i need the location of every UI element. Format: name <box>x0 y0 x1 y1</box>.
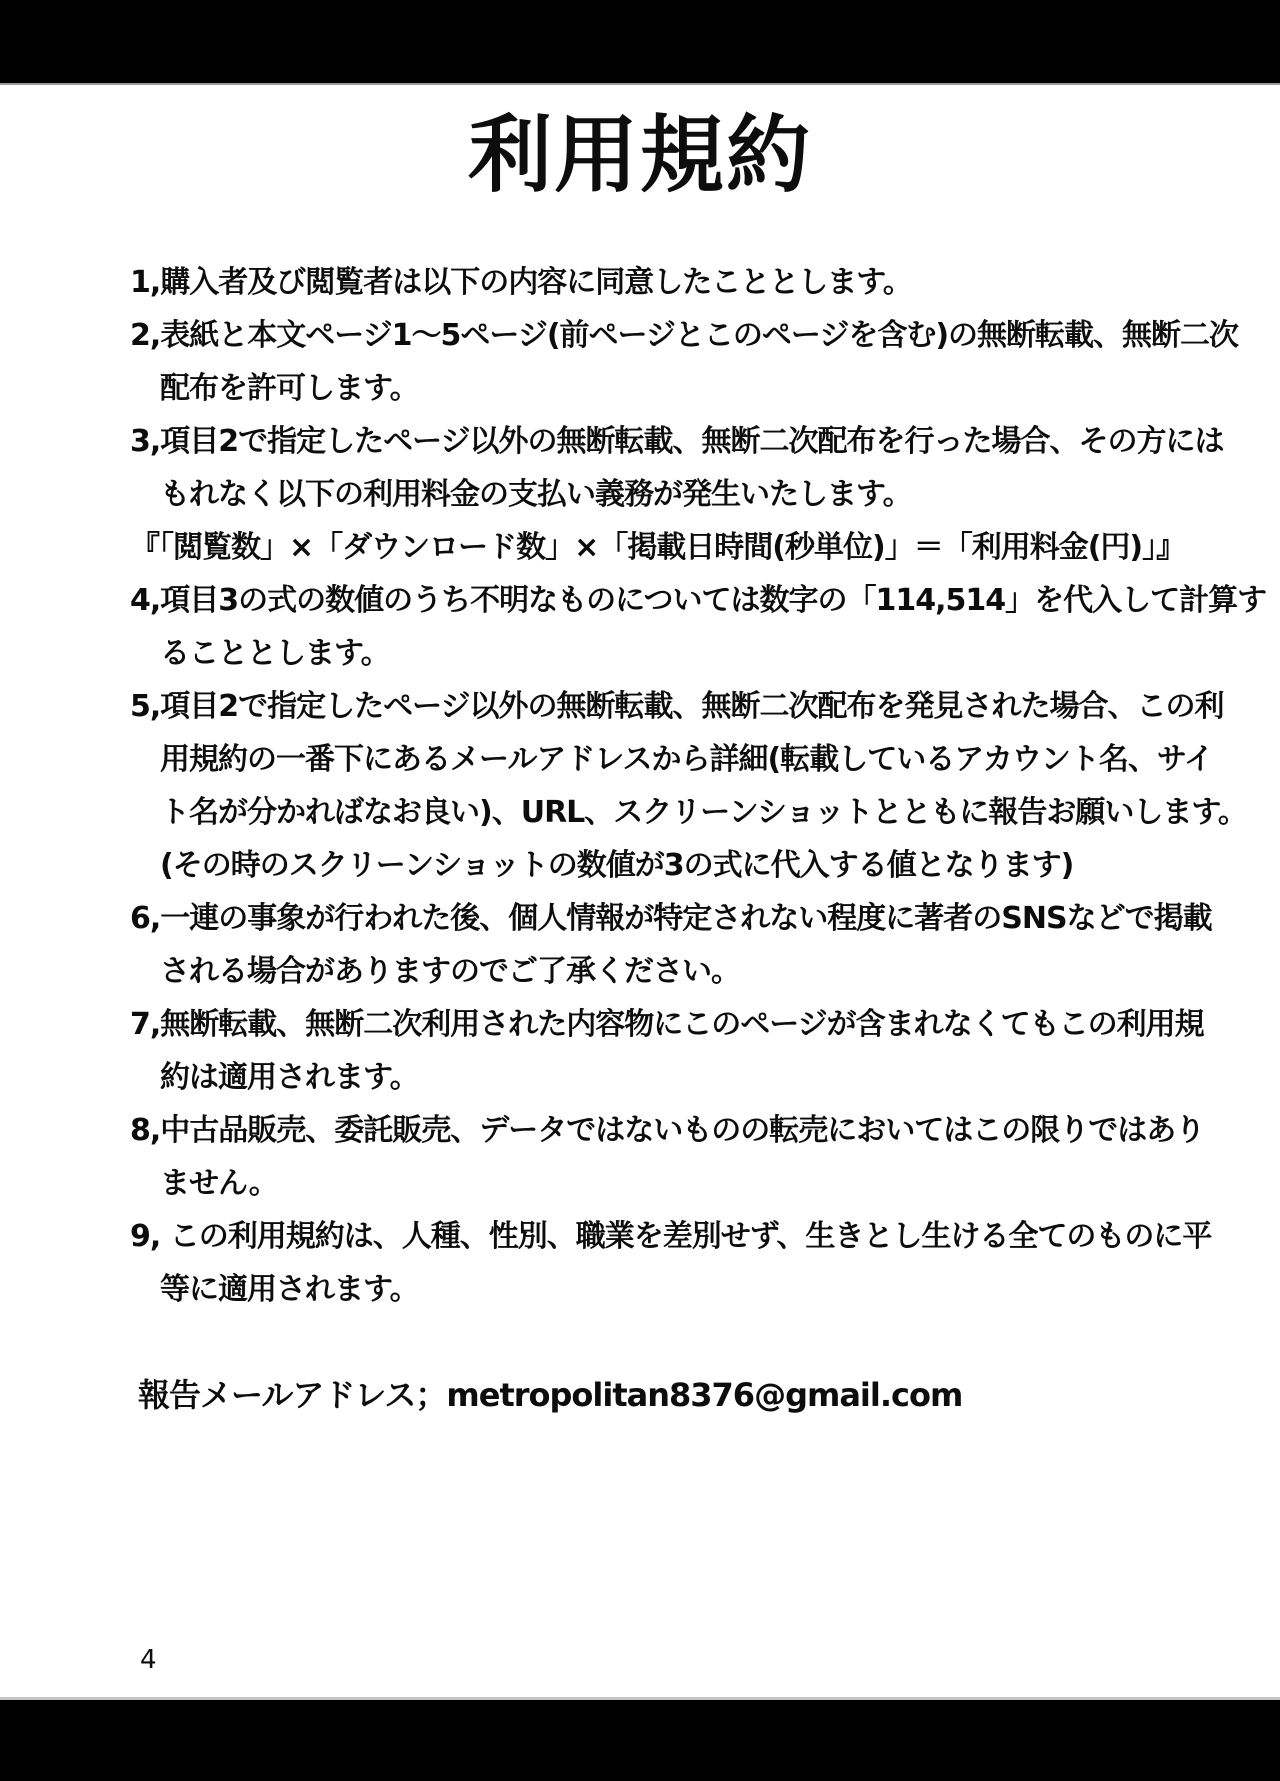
terms-line: ません。 <box>160 1166 278 1201</box>
terms-line: 5,項目2で指定したページ以外の無断転載、無断二次配布を発見された場合、この利 <box>130 689 1224 724</box>
terms-list <box>130 256 1267 1316</box>
top-border-bar <box>0 0 1280 85</box>
terms-line: 配布を許可します。 <box>160 371 419 406</box>
terms-line: 3,項目2で指定したページ以外の無断転載、無断二次配布を行った場合、その方には <box>130 424 1224 459</box>
page-number: 4 <box>140 1645 157 1675</box>
page-title: 利用規約 <box>467 106 812 204</box>
terms-line: ることとします。 <box>160 636 390 671</box>
terms-line: 等に適用されます。 <box>160 1272 419 1307</box>
terms-line: (その時のスクリーンショットの数値が3の式に代入する値となります) <box>160 848 1074 883</box>
bottom-border-bar <box>0 1697 1280 1781</box>
terms-line: される場合がありますのでご了承ください。 <box>160 954 740 989</box>
terms-line: ト名が分かればなお良い)、URL、スクリーンショットとともに報告お願いします。 <box>160 795 1247 830</box>
report-email-line: 報告メールアドレス；metropolitan8376@gmail.com <box>138 1376 963 1414</box>
terms-line: 約は適用されます。 <box>160 1060 419 1095</box>
terms-line: 7,無断転載、無断二次利用された内容物にこのページが含まれなくてもこの利用規 <box>130 1007 1204 1042</box>
terms-line: 『「閲覧数」×「ダウンロード数」×「掲載日時間(秒単位)」＝「利用料金(円)」』 <box>130 530 1186 565</box>
terms-line: 用規約の一番下にあるメールアドレスから詳細(転載しているアカウント名、サイ <box>160 742 1213 777</box>
terms-line: 1,購入者及び閲覧者は以下の内容に同意したこととします。 <box>130 265 912 300</box>
terms-line: もれなく以下の利用料金の支払い義務が発生いたします。 <box>160 477 912 512</box>
terms-line: 8,中古品販売、委託販売、データではないものの転売においてはこの限りではあり <box>130 1113 1205 1148</box>
terms-line: 6,一連の事象が行われた後、個人情報が特定されない程度に著者のSNSなどで掲載 <box>130 901 1212 936</box>
terms-line: 4,項目3の式の数値のうち不明なものについては数字の「114,514」を代入して計算す <box>130 583 1267 618</box>
terms-line: 2,表紙と本文ページ1～5ページ(前ページとこのページを含む)の無断転載、無断二次 <box>130 318 1239 353</box>
terms-line: 9, この利用規約は、人種、性別、職業を差別せず、生きとし生ける全てのものに平 <box>130 1219 1212 1254</box>
